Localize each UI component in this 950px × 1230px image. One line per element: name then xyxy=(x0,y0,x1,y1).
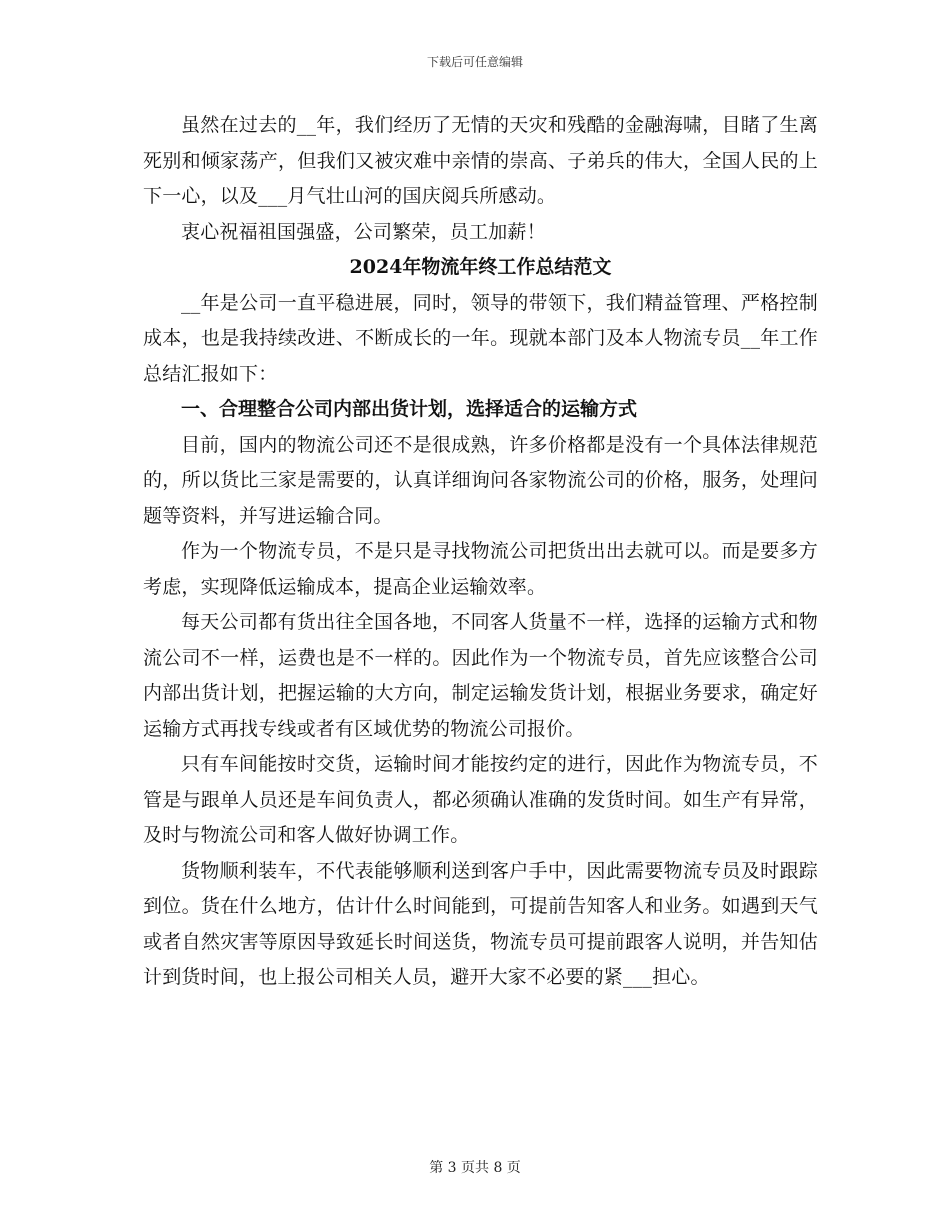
paragraph-planning: 每天公司都有货出往全国各地，不同客人货量不一样，选择的运输方式和物流公司不一样，运费也是不一样的。因此作为一个物流专员，首先应该整合公司内部出货计划，把握运输的大方向，制定运输发货计划，根据业务要求，确定好运输方式再找专线或者有区域优势的物流公司报价。 xyxy=(143,611,818,740)
document-title: 2024年物流年终工作总结范文 xyxy=(349,256,612,278)
page-header: 下载后可任意编辑 xyxy=(426,55,523,69)
paragraph-timing: 只有车间能按时交货，运输时间才能按约定的进行，因此作为物流专员，不管是与跟单人员还是车间负责人，都必须确认准确的发货时间。如生产有异常，及时与物流公司和客人做好协调工作。 xyxy=(143,753,818,846)
paragraph-overview: __年是公司一直平稳进展，同时，领导的带领下，我们精益管理、严格控制成本，也是我持续改进、不断成长的一年。现就本部门及本人物流专员__年工作总结汇报如下： xyxy=(143,291,818,385)
section-heading-1: 一、合理整合公司内部出货计划，选择适合的运输方式 xyxy=(181,398,638,420)
paragraph-role: 作为一个物流专员，不是只是寻找物流公司把货出出去就可以。而是要多方考虑，实现降低运输成本，提高企业运输效率。 xyxy=(143,540,818,598)
paragraph-market: 目前，国内的物流公司还不是很成熟，许多价格都是没有一个具体法律规范的，所以货比三家是需要的，认真详细询问各家物流公司的价格，服务，处理问题等资料，并写进运输合同。 xyxy=(143,433,818,527)
paragraph-tracking: 货物顺利装车，不代表能够顺利送到客户手中，因此需要物流专员及时跟踪到位。货在什么地方，估计什么时间能到，可提前告知客人和业务。如遇到天气或者自然灾害等原因导致延长时间送货，物流专员可提前跟客人说明，并告知估计到货时间，也上报公司相关人员，避开大家不必要的紧___担心。 xyxy=(143,859,818,988)
paragraph-intro: 虽然在过去的__年，我们经历了无情的天灾和残酷的金融海啸，目睹了生离死别和倾家荡产，但我们又被灾难中亲情的崇高、子弟兵的伟大，全国人民的上下一心，以及___月气壮山河的国庆阅兵所感动。 xyxy=(143,114,818,207)
document-body xyxy=(143,108,818,996)
paragraph-wishes: 衷心祝福祖国强盛，公司繁荣，员工加薪！ xyxy=(181,220,546,243)
page-footer: 第 3 页共 8 页 xyxy=(429,1160,521,1176)
